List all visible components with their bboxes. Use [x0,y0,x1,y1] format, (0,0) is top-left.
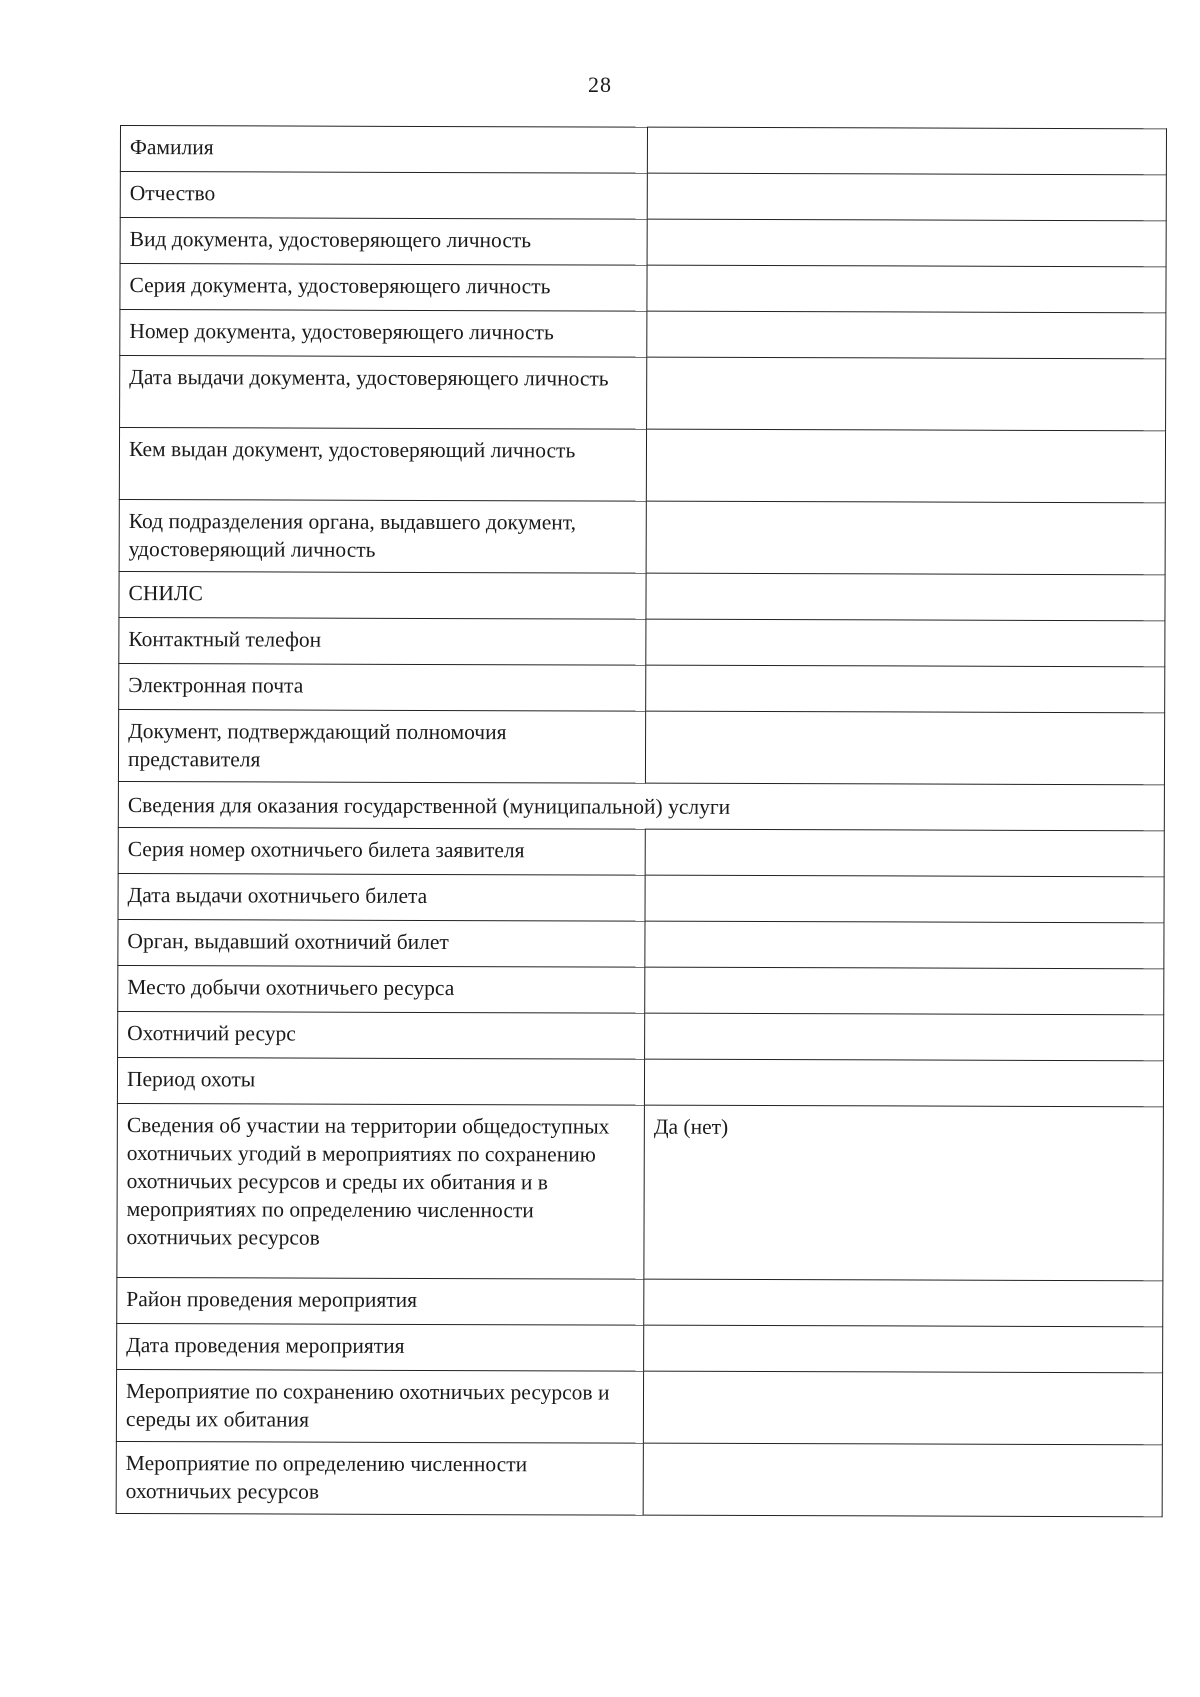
field-value[interactable] [646,573,1165,621]
field-label: Серия документа, удостоверяющего личность [120,264,647,312]
table-row [117,1057,1163,1106]
field-value[interactable] [645,829,1164,877]
field-value[interactable] [645,711,1164,785]
table-row [120,172,1166,221]
field-value[interactable] [647,357,1166,431]
field-label: Мероприятие по сохранению охотничьих ресурсов и середы их обитания [116,1369,643,1443]
field-value[interactable] [645,921,1164,969]
field-label: Отчество [120,172,647,220]
field-label: Период охоты [117,1057,644,1105]
field-label: Район проведения мероприятия [117,1277,644,1325]
table-row [117,1323,1163,1372]
field-value[interactable] [646,501,1165,575]
field-value[interactable] [644,1059,1163,1107]
table-row [116,1369,1162,1444]
field-value[interactable] [646,665,1165,713]
field-label: Серия номер охотничьего билета заявителя [118,827,645,875]
field-label: Электронная почта [119,663,646,711]
field-label: Мероприятие по определению численности охотничьих ресурсов [116,1441,643,1515]
field-label: Код подразделения органа, выдавшего документ, удостоверяющий личность [119,499,646,573]
table-row [116,1441,1162,1516]
field-value[interactable] [644,1279,1163,1327]
field-value[interactable] [643,1371,1162,1445]
field-value[interactable]: Да (нет) [644,1105,1164,1281]
field-label: Дата проведения мероприятия [117,1323,644,1371]
table-row [118,873,1164,922]
field-label: Кем выдан документ, удостоверяющий личность [119,428,646,502]
field-value[interactable] [645,875,1164,923]
field-label: Контактный телефон [119,617,646,665]
table-row [119,428,1165,503]
table-row [120,264,1166,313]
table-row [120,126,1166,175]
table-row [119,663,1165,712]
table-row [118,965,1164,1014]
field-label: Охотничий ресурс [118,1011,645,1059]
field-value[interactable] [644,1325,1163,1373]
field-value[interactable] [645,967,1164,1015]
table-row [120,310,1166,359]
table-row [119,571,1165,620]
field-label: СНИЛС [119,571,646,619]
field-label: Вид документа, удостоверяющего личность [120,218,647,266]
field-label: Сведения об участии на территории общедоступных охотничьих угодий в мероприятиях по сохранению охотничьих ресурсов и среды их обитания и в мероприятиях по определению численности охотничьих ресурсов [117,1103,645,1279]
table-row [119,617,1165,666]
table-row [117,1277,1163,1326]
page-number: 28 [588,72,612,97]
table-row [117,1103,1164,1280]
table-row [118,709,1164,784]
field-label: Орган, выдавший охотничий билет [118,919,645,967]
application-form-table [116,125,1167,1517]
field-value[interactable] [647,173,1166,221]
section-header-row [118,781,1164,830]
field-value[interactable] [647,311,1166,359]
field-label: Номер документа, удостоверяющего личность [120,310,647,358]
field-value[interactable] [646,619,1165,667]
field-value[interactable] [643,1443,1162,1517]
table-row [118,919,1164,968]
field-label: Дата выдачи охотничьего билета [118,873,645,921]
field-value[interactable] [647,219,1166,267]
field-label: Место добычи охотничьего ресурса [118,965,645,1013]
field-value[interactable] [645,1013,1164,1061]
table-row [119,499,1165,574]
table-row [120,356,1166,431]
field-value[interactable] [646,429,1165,503]
table-row [118,827,1164,876]
field-label: Фамилия [120,126,647,174]
field-label: Документ, подтверждающий полномочия представителя [118,709,645,783]
field-value[interactable] [647,127,1166,175]
field-value[interactable] [647,265,1166,313]
table-row [120,218,1166,267]
table-row [118,1011,1164,1060]
section-header: Сведения для оказания государственной (муниципальной) услуги [118,781,1164,830]
field-label: Дата выдачи документа, удостоверяющего личность [120,356,647,430]
